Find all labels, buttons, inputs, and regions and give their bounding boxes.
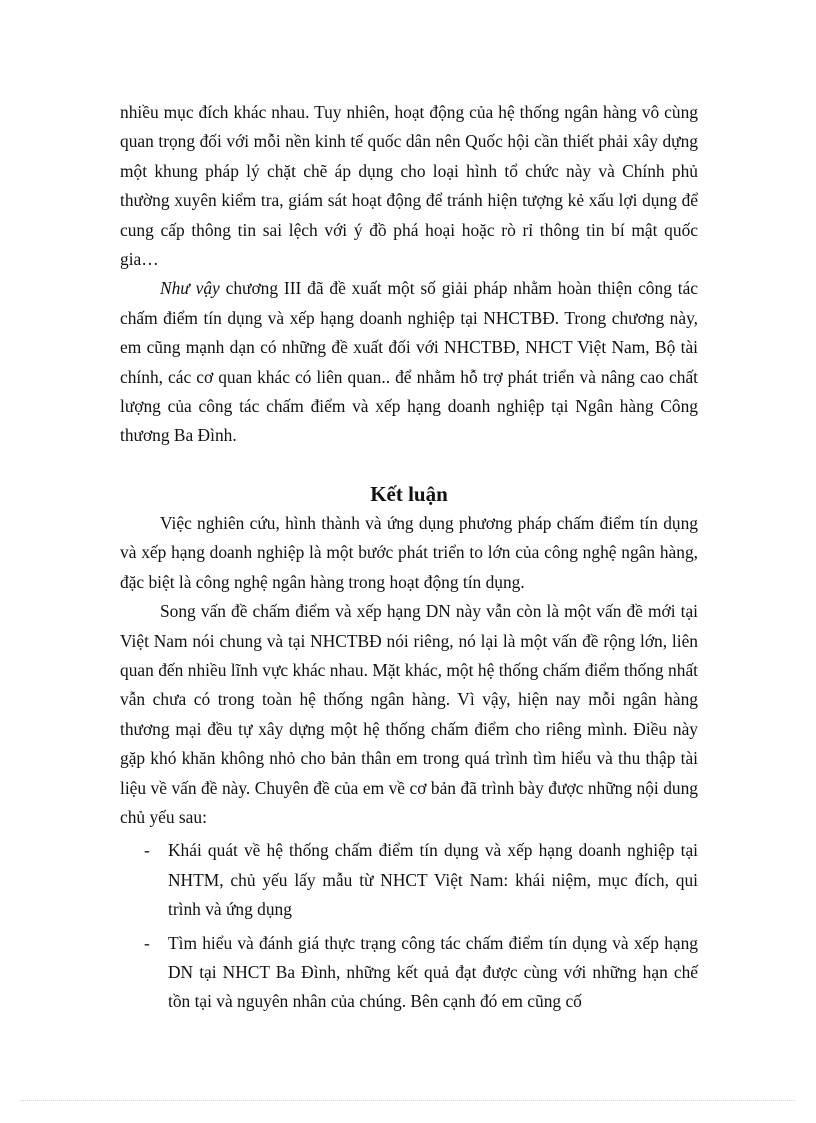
paragraph-continuation: nhiều mục đích khác nhau. Tuy nhiên, hoạt động của hệ thống ngân hàng vô cùng quan trọng đối với mỗi nền kinh tế quốc dân nên Quốc hội cần thiết phải xây dựng một khung pháp lý chặt chẽ áp dụng cho loại hình tổ chức này và Chính phủ thường xuyên kiểm tra, giám sát hoạt động để tránh hiện tượng kẻ xấu lợi dụng để cung cấp thông tin sai lệch với ý đồ phá hoại hoặc rò rỉ thông tin bí mật quốc gia…	[120, 102, 698, 270]
list-item	[120, 836, 698, 924]
dash-bullet: -	[144, 840, 150, 861]
content-list	[120, 836, 698, 1016]
list-item-text: Khái quát về hệ thống chấm điểm tín dụng và xếp hạng doanh nghiệp tại NHTM, chủ yếu lấy mẫu từ NHCT Việt Nam: khái niệm, mục đích, qui trình và ứng dụng	[168, 840, 698, 920]
list-item-text: Tìm hiểu và đánh giá thực trạng công tác chấm điểm tín dụng và xếp hạng DN tại NHCT Ba Đình, những kết quả đạt được cùng với những hạn chế tồn tại và nguyên nhân của chúng. Bên cạnh đó em cũng cố	[168, 932, 698, 1012]
document-page	[120, 98, 698, 1017]
page-bottom-divider	[20, 1100, 796, 1101]
conclusion-heading: Kết luận	[370, 481, 448, 506]
italic-lead: Như vậy	[160, 278, 220, 299]
list-item	[120, 929, 698, 1017]
paragraph-conclusion-intro: Việc nghiên cứu, hình thành và ứng dụng phương pháp chấm điểm tín dụng và xếp hạng doanh nghiệp là một bước phát triển to lớn của công nghệ ngân hàng, đặc biệt là công nghệ ngân hàng trong hoạt động tín dụng.	[120, 512, 698, 592]
paragraph-summary	[120, 274, 698, 450]
summary-text: chương III đã đề xuất một số giải pháp nhằm hoàn thiện công tác chấm điểm tín dụng và xếp hạng doanh nghiệp tại NHCTBĐ. Trong chương này, em cũng mạnh dạn có những đề xuất đối với NHCTBĐ, NHCT Việt Nam, Bộ tài chính, các cơ quan khác có liên quan.. để nhằm hỗ trợ phát triển và nâng cao chất lượng của công tác chấm điểm và xếp hạng doanh nghiệp tại Ngân hàng Công thương Ba Đình.	[120, 278, 699, 446]
paragraph-conclusion-body: Song vấn đề chấm điểm và xếp hạng DN này vẫn còn là một vấn đề mới tại Việt Nam nói chung và tại NHCTBĐ nói riêng, nó lại là một vấn đề rộng lớn, liên quan đến nhiều lĩnh vực khác nhau. Mặt khác, một hệ thống chấm điểm thống nhất vẫn chưa có trong toàn hệ thống ngân hàng. Vì vậy, hiện nay mỗi ngân hàng thương mại đều tự xây dựng một hệ thống chấm điểm cho riêng mình. Điều này gặp khó khăn không nhỏ cho bản thân em trong quá trình tìm hiểu và thu thập tài liệu về vấn đề này. Chuyên đề của em về cơ bản đã trình bày được những nội dung chủ yếu sau:	[120, 601, 698, 827]
dash-bullet: -	[144, 932, 150, 953]
